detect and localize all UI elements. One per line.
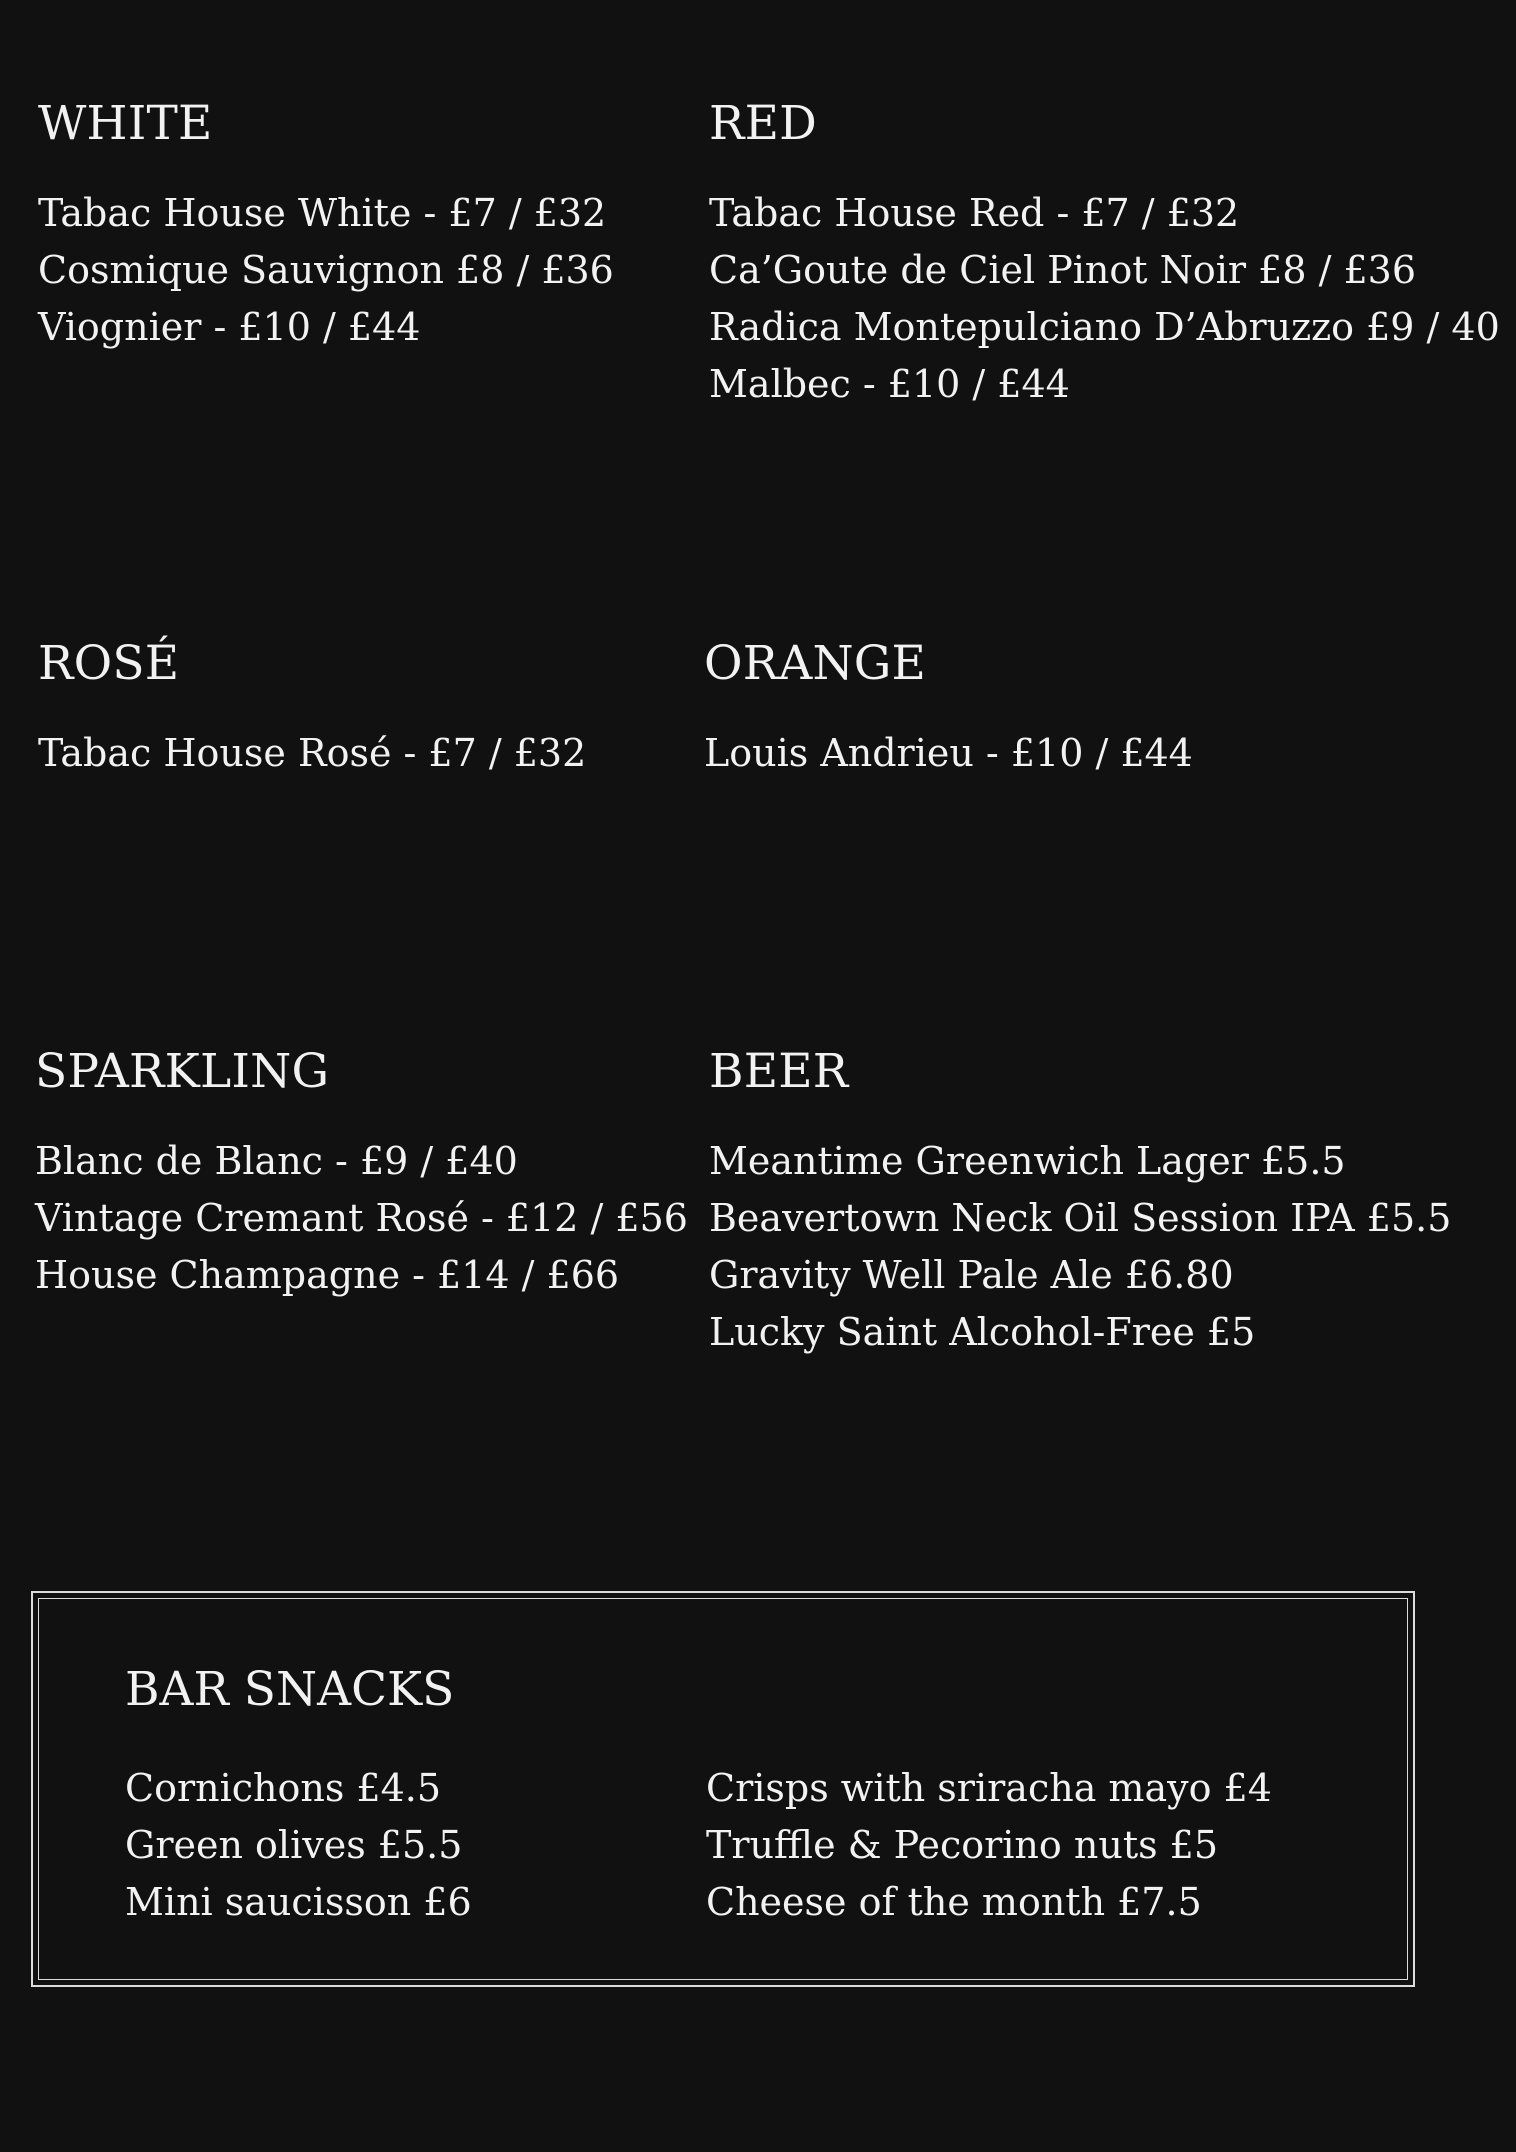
sparkling-wine-section (35, 1044, 688, 1304)
menu-item: Truffle & Pecorino nuts £5 (706, 1823, 1219, 1867)
orange-heading: ORANGE (704, 636, 927, 691)
menu-item: Malbec - £10 / £44 (709, 362, 1070, 406)
menu-item: Green olives £5.5 (125, 1823, 463, 1867)
menu-item: Cheese of the month £7.5 (706, 1880, 1202, 1924)
beer-list (709, 1133, 1451, 1361)
snacks-list-right (706, 1760, 1272, 1931)
red-heading: RED (709, 96, 817, 151)
menu-item: Ca’Goute de Ciel Pinot Noir £8 / £36 (709, 248, 1416, 292)
beer-heading: BEER (709, 1044, 849, 1099)
menu-item: Vintage Cremant Rosé - £12 / £56 (35, 1196, 688, 1240)
menu-item: Gravity Well Pale Ale £6.80 (709, 1253, 1234, 1297)
menu-item: Tabac House White - £7 / £32 (38, 191, 607, 235)
orange-wine-list (704, 725, 1193, 782)
rose-heading: ROSÉ (38, 636, 180, 691)
menu-item: Meantime Greenwich Lager £5.5 (709, 1139, 1346, 1183)
menu-item: Blanc de Blanc - £9 / £40 (35, 1139, 518, 1183)
snacks-list-left (125, 1760, 472, 1931)
menu-item: Beavertown Neck Oil Session IPA £5.5 (709, 1196, 1452, 1240)
bar-snacks-heading: BAR SNACKS (125, 1662, 455, 1717)
menu-item: House Champagne - £14 / £66 (35, 1253, 620, 1297)
white-wine-section (38, 96, 614, 356)
red-wine-list (709, 185, 1500, 413)
rose-wine-list (38, 725, 586, 782)
beer-section (709, 1044, 1452, 1361)
sparkling-wine-list (35, 1133, 688, 1304)
menu-item: Lucky Saint Alcohol-Free £5 (709, 1310, 1256, 1354)
orange-wine-section (704, 636, 1193, 782)
red-wine-section (709, 96, 1500, 413)
menu-item: Viognier - £10 / £44 (38, 305, 421, 349)
menu-item: Crisps with sriracha mayo £4 (706, 1766, 1272, 1810)
menu-item: Radica Montepulciano D’Abruzzo £9 / 40 (709, 305, 1500, 349)
menu-item: Mini saucisson £6 (125, 1880, 472, 1924)
white-wine-list (38, 185, 614, 356)
menu-item: Cornichons £4.5 (125, 1766, 442, 1810)
menu-item: Tabac House Rosé - £7 / £32 (38, 731, 587, 775)
sparkling-heading: SPARKLING (35, 1044, 330, 1099)
white-heading: WHITE (38, 96, 213, 151)
bar-snacks-box (31, 1591, 1415, 1987)
menu-item: Louis Andrieu - £10 / £44 (704, 731, 1193, 775)
menu-item: Cosmique Sauvignon £8 / £36 (38, 248, 614, 292)
rose-wine-section (38, 636, 587, 782)
menu-item: Tabac House Red - £7 / £32 (709, 191, 1240, 235)
